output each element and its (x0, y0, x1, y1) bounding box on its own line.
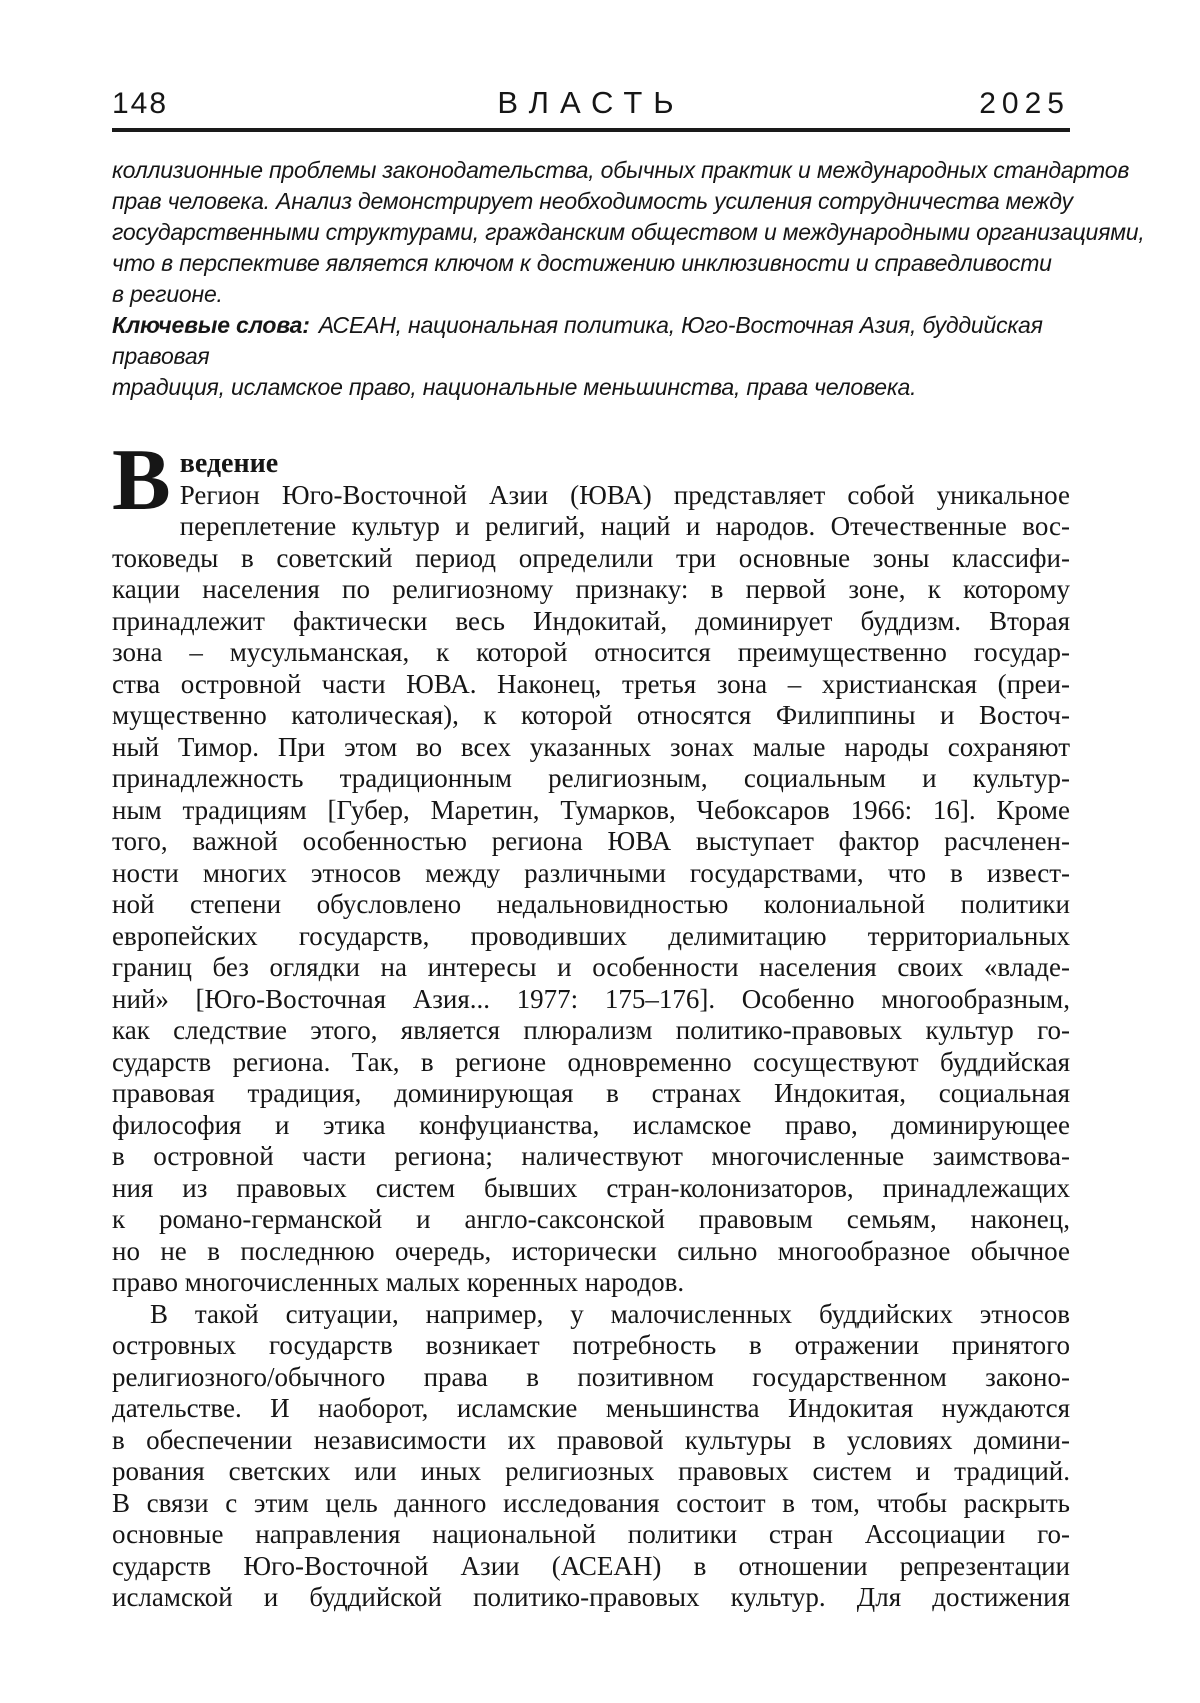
intro-paragraph-2 (112, 1299, 1070, 1614)
introduction-section (112, 432, 1070, 1614)
paragraph-1-text-line: кации населения по религиозному признаку: в первой зоне, к которому (112, 574, 1070, 604)
paragraph-1-text-line: Регион Юго-Восточной Азии (ЮВА) представляет собой уникальное (179, 479, 1070, 510)
abstract-text-line: в регионе. (112, 281, 223, 307)
paragraph-1-text-line: ния из правовых систем бывших стран-колонизаторов, принадлежащих (112, 1172, 1070, 1203)
paragraph-1-text-line: переплетение культур и религий, наций и народов. Отечественные вос- (179, 511, 1070, 541)
abstract-text (112, 155, 1145, 310)
paragraph-1-text-line: правовая традиция, доминирующая в странах Индокитая, социальная (112, 1078, 1070, 1108)
paragraph-2-text-line: основные направления национальной политики стран Ассоциации го- (112, 1519, 1070, 1549)
paragraph-1-text-line: зона – мусульманская, к которой относится преимущественно государ- (112, 637, 1070, 667)
paragraph-2-text-line: В связи с этим цель данного исследования состоит в том, чтобы раскрыть (112, 1487, 1070, 1518)
paragraph-1-text-line: философия и этика конфуцианства, исламское право, доминирующее (112, 1109, 1070, 1140)
paragraph-2-text-line: дательстве. И наоборот, исламские меньшинства Индокитая нуждаются (112, 1393, 1070, 1423)
paragraph-1-text-line: к романо-германской и англо-саксонской правовым семьям, наконец, (112, 1204, 1070, 1234)
paragraph-1-text-line: принадлежит фактически весь Индокитай, доминирует буддизм. Вторая (112, 605, 1070, 636)
paragraph-2-text-line: сударств Юго-Восточной Азии (АСЕАН) в отношении репрезентации (112, 1550, 1070, 1581)
abstract-text-line: прав человека. Анализ демонстрирует необходимость усиления сотрудничества между (112, 188, 1073, 214)
paragraph-2-text-line: В такой ситуации, например, у малочисленных буддийских этносов (150, 1298, 1070, 1329)
paragraph-1-text-line: но не в последнюю очередь, исторически сильно многообразное обычное (112, 1235, 1070, 1266)
paragraph-1-text-line: ный Тимор. При этом во всех указанных зонах малые народы сохраняют (112, 731, 1070, 762)
section-heading: ведение (179, 448, 279, 479)
paragraph-1-text-line: сударств региона. Так, в регионе одновременно сосуществуют буддийская (112, 1046, 1070, 1077)
paragraph-1-text-line: право многочисленных малых коренных народов. (112, 1267, 685, 1297)
abstract-text-line: коллизионные проблемы законодательства, обычных практик и международных стандартов (112, 157, 1130, 183)
paragraph-1-text-line: границ без оглядки на интересы и особенности населения своих «владе- (112, 952, 1070, 982)
paragraph-1-text-line: ной степени обусловлено недальновидностью колониальной политики (112, 889, 1070, 919)
paragraph-1-text-line: токоведы в советский период определили три основные зоны классифи- (112, 542, 1070, 573)
keywords-line-1 (112, 310, 1070, 372)
journal-year: 2025 (979, 87, 1070, 120)
paragraph-2-text-line: исламской и буддийской политико-правовых культур. Для достижения (112, 1582, 1070, 1612)
paragraph-1-text-line: европейских государств, проводивших делимитацию территориальных (112, 920, 1070, 951)
paragraph-1-text-line: ства островной части ЮВА. Наконец, третья зона – христианская (преи- (112, 668, 1070, 699)
paragraph-2-text-line: в обеспечении независимости их правовой культуры в условиях домини- (112, 1424, 1070, 1455)
journal-title: ВЛАСТЬ (497, 85, 685, 120)
paragraph-1-text-line: ний» [Юго-Восточная Азия... 1977: 175–176]. Особенно многообразным, (112, 983, 1070, 1014)
page-number: 148 (112, 87, 169, 120)
paragraph-1-text-line: принадлежность традиционным религиозным, социальным и культур- (112, 763, 1070, 793)
keywords-label: Ключевые слова: (112, 312, 310, 338)
paragraph-1-text (112, 480, 1070, 1299)
paragraph-1-text-line: как следствие этого, является плюрализм политико-правовых культур го- (112, 1015, 1070, 1045)
drop-cap-letter: В (112, 432, 171, 529)
paragraph-1-text-line: мущественно католическая), к которой относятся Филиппины и Восточ- (112, 700, 1070, 730)
paragraph-2-text-line: островных государств возникает потребность в отражении принятого (112, 1330, 1070, 1360)
paragraph-1-text-line: ным традициям [Губер, Маретин, Тумарков, Чебоксаров 1966: 16]. Кроме (112, 794, 1070, 825)
paragraph-1-text-line: ности многих этносов между различными государствами, что в извест- (112, 857, 1070, 888)
paragraph-2-text-line: религиозного/обычного права в позитивном государственном законо- (112, 1361, 1070, 1392)
page-header (112, 85, 1070, 132)
keywords-text-1: АСЕАН, национальная политика, Юго-Восточная Азия, буддийская правовая (112, 312, 1043, 369)
paragraph-2-text (112, 1299, 1070, 1614)
paragraph-1-text-line: в островной части региона; наличествуют многочисленные заимствова- (112, 1141, 1070, 1171)
intro-paragraph-1 (112, 432, 1070, 1299)
abstract-text-line: государственными структурами, гражданским обществом и международными организациями, (112, 219, 1145, 245)
abstract-block (112, 155, 1145, 403)
paragraph-2-text-line: рования светских или иных религиозных правовых систем и традиций. (112, 1456, 1070, 1486)
paragraph-1-text-line: того, важной особенностью региона ЮВА выступает фактор расчленен- (112, 826, 1070, 856)
abstract-text-line: что в перспективе является ключом к достижению инклюзивности и справедливости (112, 250, 1052, 276)
keywords-text-2: традиция, исламское право, национальные меньшинства, права человека. (112, 374, 917, 400)
